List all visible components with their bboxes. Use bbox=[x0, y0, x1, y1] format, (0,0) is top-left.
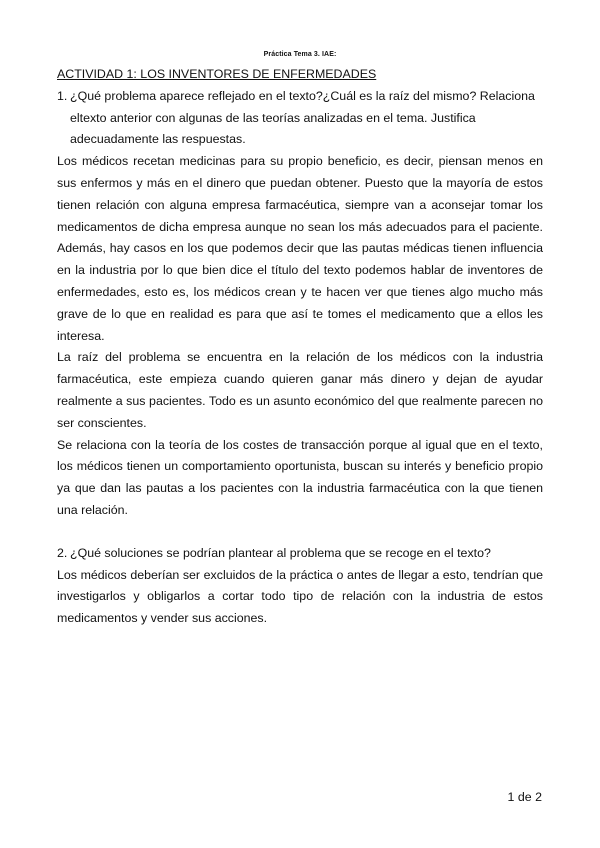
question-2-number: 2. bbox=[57, 545, 68, 560]
answer-1-paragraph-2: La raíz del problema se encuentra en la relación de los médicos con la industria farmacéutica, este empieza cuando quieren ganar más dinero y dejan de ayudar realmente a sus pacientes. Todo es un asunto económico del que realmente parecen no ser conscientes. bbox=[57, 350, 543, 430]
question-1-number: 1. bbox=[57, 88, 68, 103]
question-1 bbox=[57, 86, 543, 151]
document-body bbox=[57, 64, 543, 630]
question-2-text: ¿Qué soluciones se podrían plantear al problema que se recoge en el texto? bbox=[70, 545, 491, 560]
answer-1-paragraph-1: Los médicos recetan medicinas para su propio beneficio, es decir, piensan menos en sus enfermos y más en el dinero que puedan obtener. Puesto que la mayoría de estos tienen relación con alguna empresa farmacéutica, siempre van a aconsejar tomar los medicamentos de dicha empresa aunque no sean los más adecuados para el paciente. Además, hay casos en los que podemos decir que las pautas médicas tienen influencia en la industria por lo que bien dice el título del texto podemos hablar de inventores de enfermedades, esto es, los médicos crean y te hacen ver que tienes algo mucho más grave de lo que en realidad es para que así te tomes el medicamento que a ellos les interesa. bbox=[57, 154, 543, 343]
section-spacer bbox=[57, 522, 543, 543]
activity-title: ACTIVIDAD 1: LOS INVENTORES DE ENFERMEDADES bbox=[57, 67, 377, 81]
page-header-title: Práctica Tema 3. IAE: bbox=[263, 51, 337, 58]
question-1-text: ¿Qué problema aparece reflejado en el texto?¿Cuál es la raíz del mismo? Relaciona eltexto anterior con algunas de las teorías analizadas en el tema. Justifica adecuadamente las respuestas. bbox=[70, 88, 535, 147]
answer-1-paragraph-3: Se relaciona con la teoría de los costes de transacción porque al igual que en el texto, los médicos tienen un comportamiento oportunista, buscan su interés y beneficio propio ya que dan las pautas a los pacientes con la industria farmacéutica con la que tienen una relación. bbox=[57, 437, 543, 517]
answer-2-paragraph: Los médicos deberían ser excluidos de la práctica o antes de llegar a esto, tendrían que investigarlos y obligarlos a cortar todo tipo de relación con la industria de estos medicamentos y vender sus acciones. bbox=[57, 567, 543, 626]
page-number: 1 de 2 bbox=[507, 790, 542, 804]
question-2 bbox=[57, 543, 543, 565]
